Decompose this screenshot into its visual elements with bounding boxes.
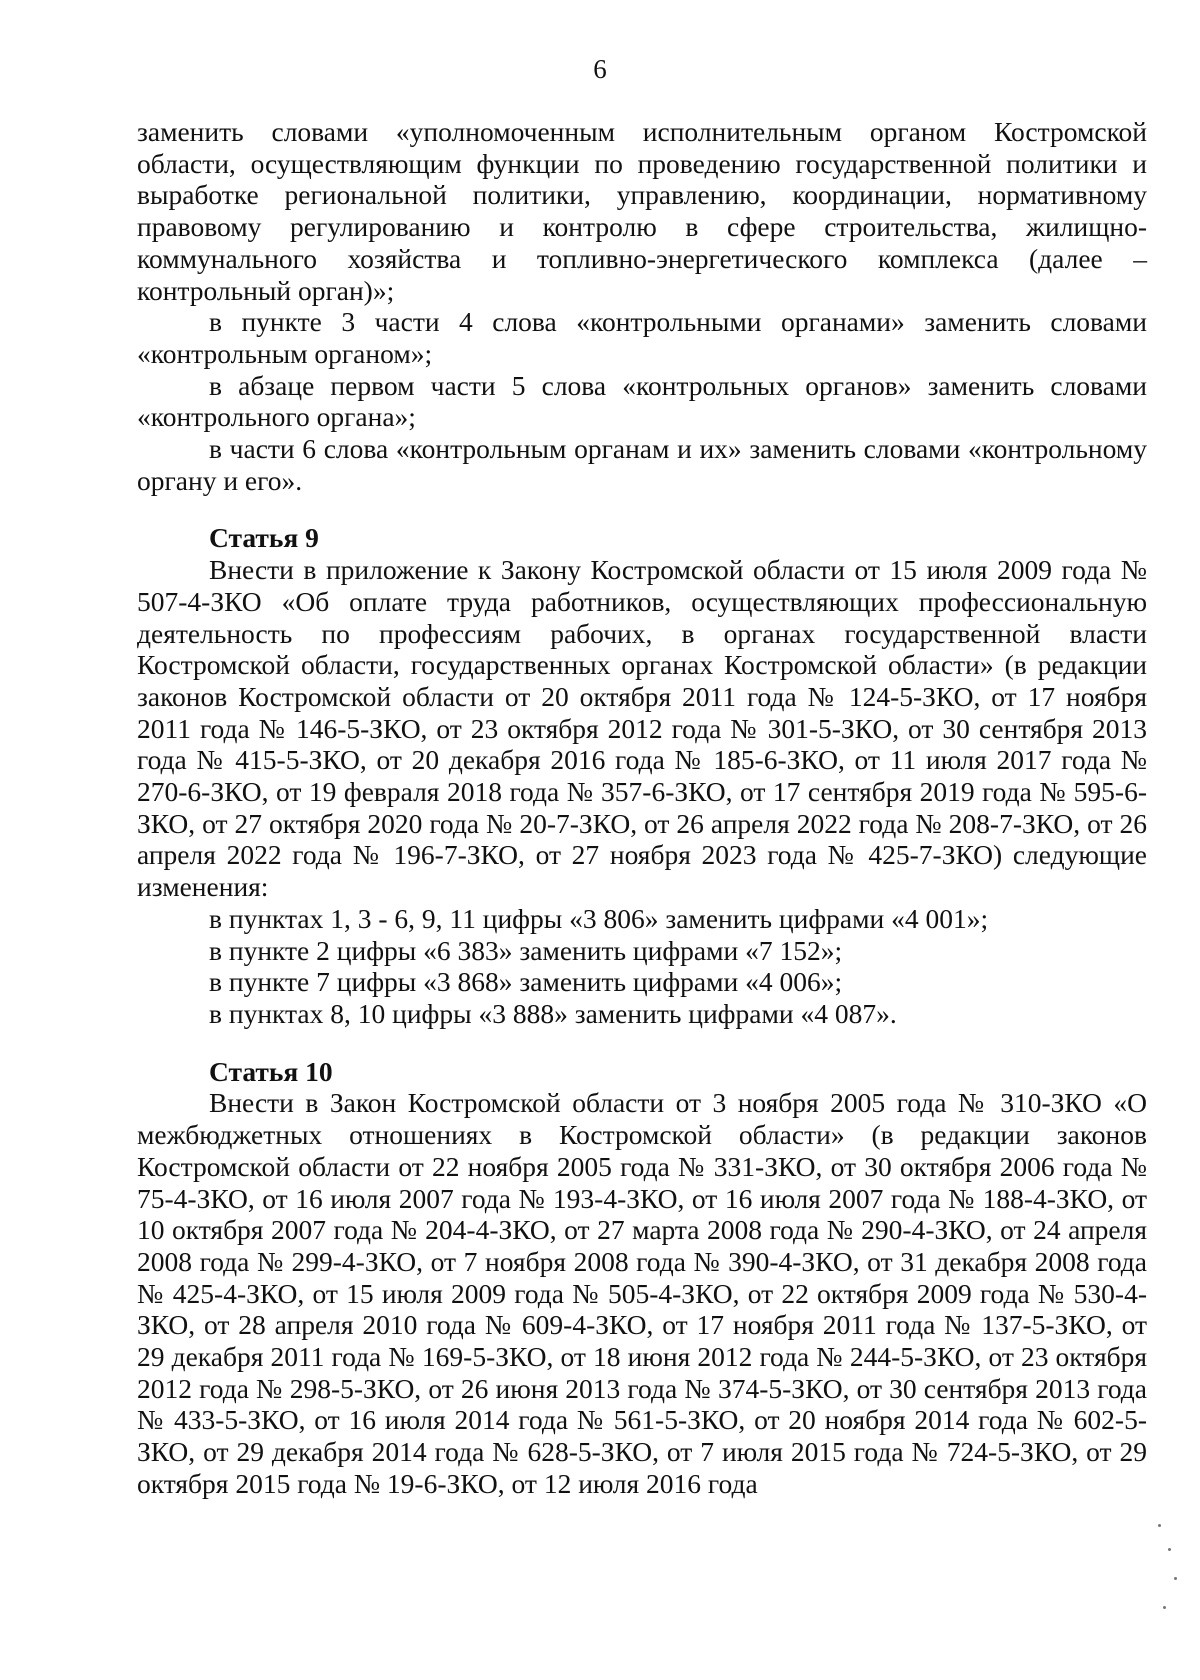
document-body [137,116,1147,1500]
article-9-heading: Статья 9 [209,522,319,554]
paragraph-amendment-part6: в части 6 слова «контрольным органам и их» заменить словами «контрольному органу и его». [137,433,1147,496]
article-9-item: в пунктах 8, 10 цифры «3 888» заменить цифрами «4 087». [209,997,897,1029]
scan-speck [1158,1524,1161,1527]
paragraph-amendment-part5: в абзаце первом части 5 слова «контрольных органов» заменить словами «контрольного органа»; [137,369,1147,433]
page-number: 6 [593,54,607,84]
scan-speck [1174,1577,1177,1580]
paragraph-continuation: заменить словами «уполномоченным исполнительным органом Костромской области, осуществляющим функции по проведению государственной политики и выработке региональной политики, управлению, координации, нормативному правовому регулированию и контролю в сфере строительства, жилищно-коммунального хозяйства и топливно-энергетического комплекса (далее – контрольный орган)»; [137,116,1147,306]
article-9-item: в пунктах 1, 3 - 6, 9, 11 цифры «3 806» заменить цифрами «4 001»; [209,902,989,934]
scan-speck [1168,1548,1171,1551]
article-9-item: в пункте 7 цифры «3 868» заменить цифрами «4 006»; [209,966,843,998]
article-9-body: Внести в приложение к Закону Костромской области от 15 июля 2009 года № 507-4-ЗКО «Об оплате труда работников, осуществляющих профессиональную деятельность по профессиям рабочих, в органах государственной власти Костромской области, государственных органах Костромской области» (в редакции законов Костромской области от 20 октября 2011 года № 124-5-ЗКО, от 17 ноября 2011 года № 146-5-ЗКО, от 23 октября 2012 года № 301-5-ЗКО, от 30 сентября 2013 года № 415-5-ЗКО, от 20 декабря 2016 года № 185-6-ЗКО, от 11 июля 2017 года № 270-6-ЗКО, от 19 февраля 2018 года № 357-6-ЗКО, от 17 сентября 2019 года № 595-6-ЗКО, от 27 октября 2020 года № 20-7-ЗКО, от 26 апреля 2022 года № 208-7-ЗКО, от 26 апреля 2022 года № 196-7-ЗКО, от 27 ноября 2023 года № 425-7-ЗКО) следующие изменения: [137,554,1147,903]
article-10-body: Внести в Закон Костромской области от 3 ноября 2005 года № 310-ЗКО «О межбюджетных отношениях в Костромской области» (в редакции законов Костромской области от 22 ноября 2005 года № 331-ЗКО, от 30 октября 2006 года № 75-4-ЗКО, от 16 июля 2007 года № 193-4-ЗКО, от 16 июля 2007 года № 188-4-ЗКО, от 10 октября 2007 года № 204-4-ЗКО, от 27 марта 2008 года № 290-4-ЗКО, от 24 апреля 2008 года № 299-4-ЗКО, от 7 ноября 2008 года № 390-4-ЗКО, от 31 декабря 2008 года № 425-4-ЗКО, от 15 июля 2009 года № 505-4-ЗКО, от 22 октября 2009 года № 530-4-ЗКО, от 28 апреля 2010 года № 609-4-ЗКО, от 17 ноября 2011 года № 137-5-ЗКО, от 29 декабря 2011 года № 169-5-ЗКО, от 18 июня 2012 года № 244-5-ЗКО, от 23 октября 2012 года № 298-5-ЗКО, от 26 июня 2013 года № 374-5-ЗКО, от 30 сентября 2013 года № 433-5-ЗКО, от 16 июля 2014 года № 561-5-ЗКО, от 20 ноября 2014 года № 602-5-ЗКО, от 29 декабря 2014 года № 628-5-ЗКО, от 7 июля 2015 года № 724-5-ЗКО, от 29 октября 2015 года № 19-6-ЗКО, от 12 июля 2016 года [137,1087,1147,1499]
article-9-item: в пункте 2 цифры «6 383» заменить цифрами «7 152»; [209,934,843,966]
scan-speck [1163,1606,1166,1609]
article-10-heading: Статья 10 [209,1055,333,1087]
paragraph-amendment-part4: в пункте 3 части 4 слова «контрольными органами» заменить словами «контрольным органом»; [137,306,1147,369]
